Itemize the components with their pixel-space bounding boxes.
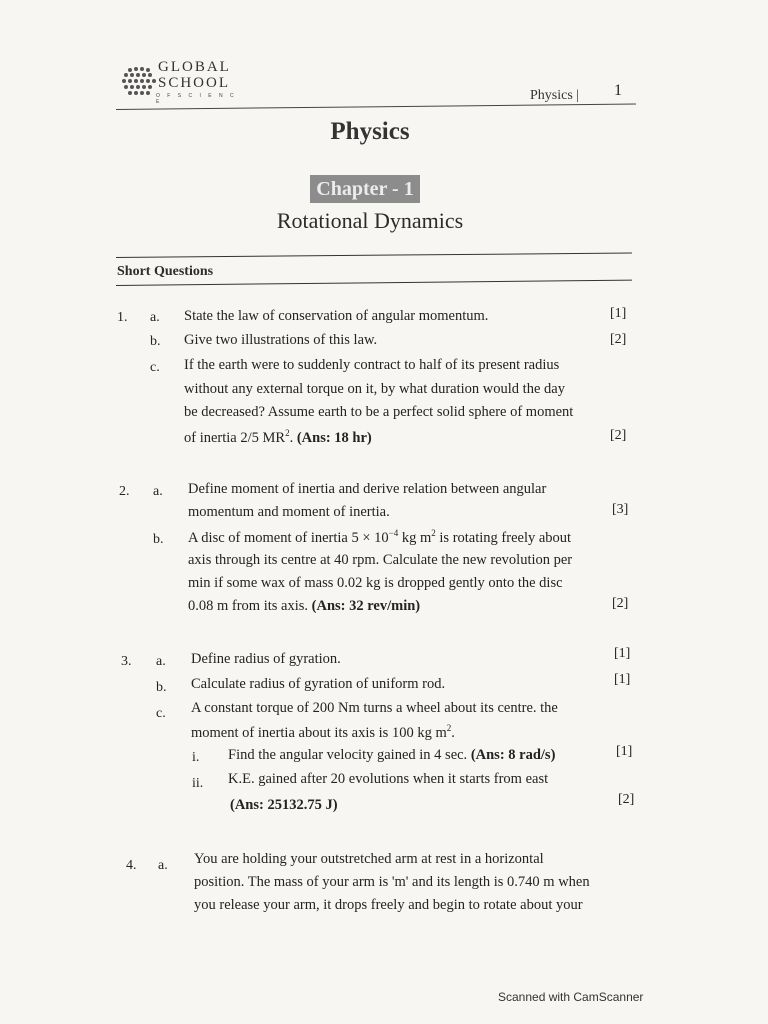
marks: [2] [618, 792, 635, 807]
question-text: position. The mass of your arm is 'm' and its length is 0.740 m when [194, 874, 590, 890]
subpart-label: c. [156, 706, 166, 721]
answer: (Ans: 32 rev/min) [311, 598, 421, 614]
question-number: 1. [117, 310, 128, 325]
question-text: State the law of conservation of angular momentum. [184, 308, 489, 324]
question-text: axis through its centre at 40 rpm. Calculate the new revolution per [188, 552, 573, 568]
subpart-label: b. [153, 532, 164, 547]
question-text: Define radius of gyration. [191, 651, 341, 667]
answer: (Ans: 18 hr) [296, 429, 372, 446]
question-text: without any external torque on it, by what duration would the day [184, 381, 565, 397]
subpart-label: a. [153, 484, 163, 499]
subpart-label: ii. [192, 776, 204, 791]
scanner-watermark: Scanned with CamScanner [498, 990, 644, 1004]
answer: (Ans: 8 rad/s) [470, 747, 556, 763]
text-part: 0.08 m from its axis. [188, 598, 312, 614]
text-part: Find the angular velocity gained in 4 sec. [228, 747, 471, 763]
subpart-label: a. [150, 310, 160, 325]
subpart-label: b. [156, 680, 167, 695]
running-head: Physics | [530, 88, 580, 103]
text-part: kg m [398, 529, 432, 546]
question-number: 4. [126, 858, 137, 873]
page-title: Physics [330, 118, 410, 145]
subpart-label: i. [192, 750, 200, 765]
question-text: min if some wax of mass 0.02 kg is dropped gently onto the disc [188, 575, 563, 591]
question-text: be decreased? Assume earth to be a perfect solid sphere of moment [184, 404, 574, 420]
question-text: Define moment of inertia and derive relation between angular [188, 481, 547, 497]
superscript: 2 [446, 723, 452, 733]
marks: [1] [614, 672, 631, 687]
logo-text-school: SCHOOL [158, 75, 231, 91]
question-text: A constant torque of 200 Nm turns a wheel about its centre. the [191, 700, 558, 716]
answer: (Ans: 25132.75 J) [230, 797, 338, 813]
logo-text-global: GLOBAL [158, 59, 231, 75]
marks: [1] [616, 744, 633, 759]
chapter-title: Rotational Dynamics [276, 208, 464, 233]
question-text: you release your arm, it drops freely and begin to rotate about your [194, 897, 583, 913]
marks: [2] [612, 596, 629, 611]
question-text-with-answer [228, 747, 555, 764]
superscript: 2 [431, 528, 436, 538]
text-part: of inertia 2/5 MR [184, 429, 286, 446]
text-part: A disc of moment of inertia 5 × 10 [188, 529, 389, 546]
question-text: momentum and moment of inertia. [188, 504, 390, 520]
question-text [188, 528, 571, 547]
text-part: is rotating freely about [435, 529, 572, 546]
question-text: Calculate radius of gyration of uniform rod. [191, 676, 446, 692]
logo-text-tagline: O F S C I E N C E [156, 93, 237, 105]
subpart-label: c. [150, 360, 160, 375]
subpart-label: b. [150, 334, 161, 349]
question-text: Give two illustrations of this law. [184, 332, 378, 348]
question-number: 3. [121, 654, 132, 669]
superscript: −4 [388, 528, 399, 538]
subpart-label: a. [156, 654, 166, 669]
question-number: 2. [119, 484, 130, 499]
text-part: . [289, 429, 297, 446]
question-text: If the earth were to suddenly contract to half of its present radius [184, 357, 560, 373]
marks: [2] [610, 332, 627, 347]
question-text-with-answer [188, 598, 420, 615]
question-text [191, 723, 455, 742]
school-logo [116, 58, 246, 105]
question-text-with-answer [184, 428, 372, 447]
marks: [1] [614, 646, 631, 661]
section-heading: Short Questions [117, 264, 214, 279]
question-text: K.E. gained after 20 evolutions when it starts from east [228, 771, 549, 787]
section-rule-bottom [116, 280, 632, 286]
section-rule-top [116, 252, 632, 258]
text-part: . [451, 724, 455, 741]
marks: [2] [610, 428, 627, 443]
marks: [3] [612, 502, 629, 517]
marks: [1] [610, 306, 627, 321]
text-part: moment of inertia about its axis is 100 kg m [191, 724, 447, 741]
subpart-label: a. [158, 858, 168, 873]
page-number: 1 [614, 82, 622, 99]
question-text: You are holding your outstretched arm at rest in a horizontal [194, 851, 544, 867]
chapter-badge: Chapter - 1 [310, 175, 420, 203]
logo-dots-icon [116, 64, 158, 100]
superscript: 2 [285, 428, 290, 438]
